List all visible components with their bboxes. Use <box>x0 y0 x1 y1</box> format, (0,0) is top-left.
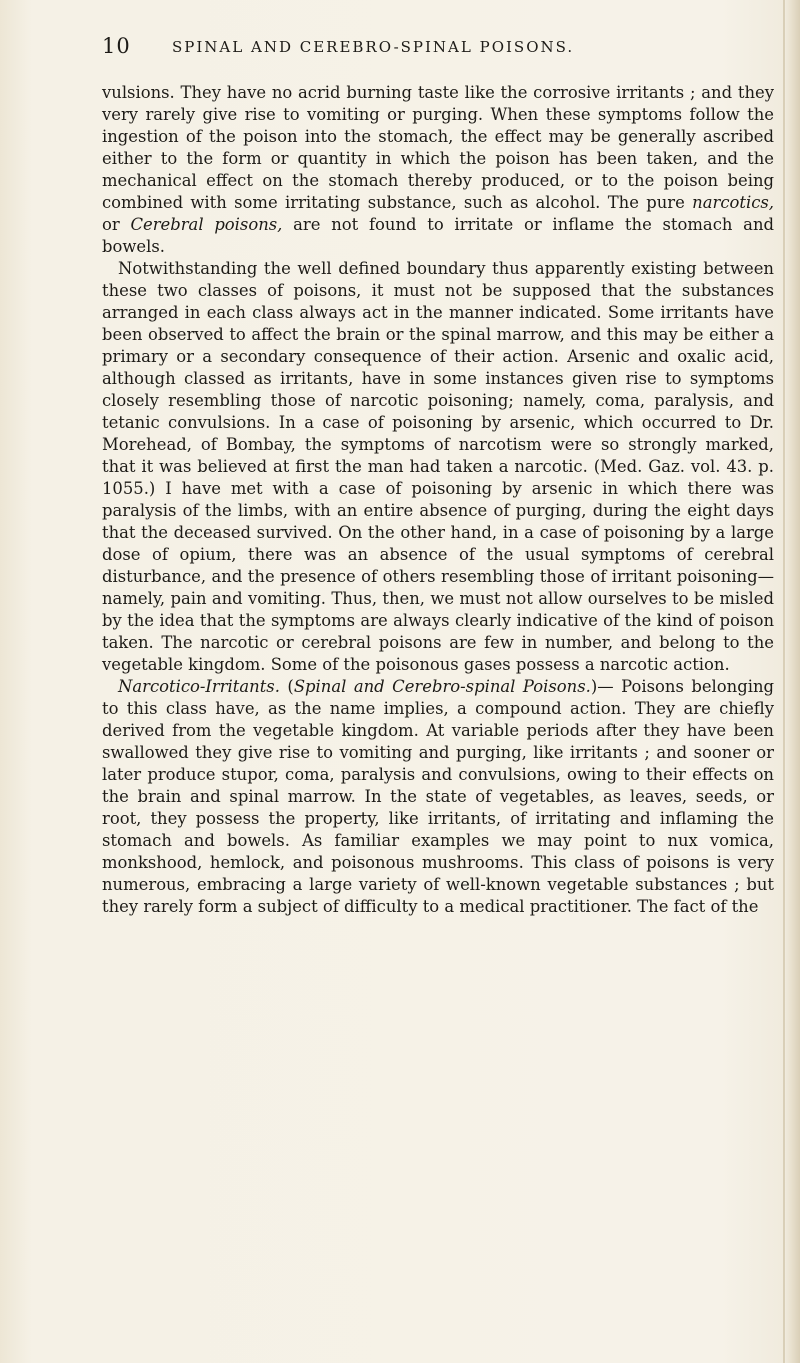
heading-paren-close: )— <box>590 677 614 696</box>
paragraph-continued <box>102 82 774 258</box>
paragraph-3-text: Poisons belonging to this class have, as the name implies, a compound action. They are chiefly derived from the vegetable kingdom. At variable periods after they have been swallowed they give rise to vomiting and purging, like irritants ; and sooner or later produce stupor, coma, paralysis and convulsions, owing to their effects on the brain and spinal marrow. In the state of vegetables, as leaves, seeds, or root, they possess the property, like irritants, of irritating and inflaming the stomach and bowels. As familiar examples we may point to nux vomica, monkshood, hemlock, and poisonous mushrooms. This class of poisons is very numerous, embracing a large variety of well-known vegetable substances ; but they rarely form a subject of difficulty to a medical practitioner. The fact of the <box>102 677 774 916</box>
page-edge-shadow <box>786 0 800 1363</box>
paragraph-1-text-2: or <box>102 215 131 234</box>
paragraph-1-text-1: vulsions. They have no acrid burning taste like the corrosive irritants ; and they very rarely give rise to vomiting or purging. When these symptoms follow the ingestion of the poison into the stomach, the effect may be generally ascribed either to the form or quantity in which the poison has been taken, and the mechanical effect on the stomach thereby produced, or to the poison being combined with some irritating substance, such as alcohol. The pure <box>102 83 774 212</box>
paragraph-1-text-3: are not found to irritate or inflame the stomach and bowels. <box>102 215 774 256</box>
page-header <box>102 34 772 64</box>
scan-edge-line <box>783 0 785 1363</box>
section-subheading-spinal-cerebro-spinal: Spinal and Cerebro-spinal Poisons. <box>293 677 591 696</box>
heading-paren-open: ( <box>279 677 294 696</box>
body-text <box>102 82 774 918</box>
section-heading-narcotico-irritants: Narcotico-Irritants. <box>118 677 280 696</box>
paragraph-classification-caution <box>102 258 774 676</box>
page-number: 10 <box>102 34 131 58</box>
paragraph-2-text: Notwithstanding the well defined boundary thus apparently existing between these two classes of poisons, it must not be supposed that the substances arranged in each class always act in the manner indicated. Some irritants have been observed to affect the brain or the spinal marrow, and this may be either a primary or a secondary consequence of their action. Arsenic and oxalic acid, although classed as irritants, have in some instances given rise to symptoms closely resembling those of narcotic poisoning; namely, coma, paralysis, and tetanic convulsions. In a case of poisoning by arsenic, which occurred to Dr. Morehead, of Bombay, the symptoms of narcotism were so strongly marked, that it was believed at first the man had taken a narcotic. (Med. Gaz. vol. 43. p. 1055.) I have met with a case of poisoning by arsenic in which there was paralysis of the limbs, with an entire absence of purging, during the eight days that the deceased survived. On the other hand, in a case of poisoning by a large dose of opium, there was an absence of the usual symptoms of cerebral disturbance, and the presence of others resembling those of irritant poisoning—namely, pain and vomiting. Thus, then, we must not allow ourselves to be misled by the idea that the symptoms are always clearly indicative of the kind of poison taken. The narcotic or cerebral poisons are few in number, and belong to the vegetable kingdom. Some of the poisonous gases possess a narcotic action. <box>102 259 774 674</box>
paragraph-narcotico-irritants <box>102 676 774 918</box>
running-head: SPINAL AND CEREBRO-SPINAL POISONS. <box>172 38 575 56</box>
paragraph-1-italic-cerebral-poisons: Cerebral poisons, <box>130 215 283 234</box>
paragraph-1-italic-narcotics: narcotics, <box>692 193 774 212</box>
